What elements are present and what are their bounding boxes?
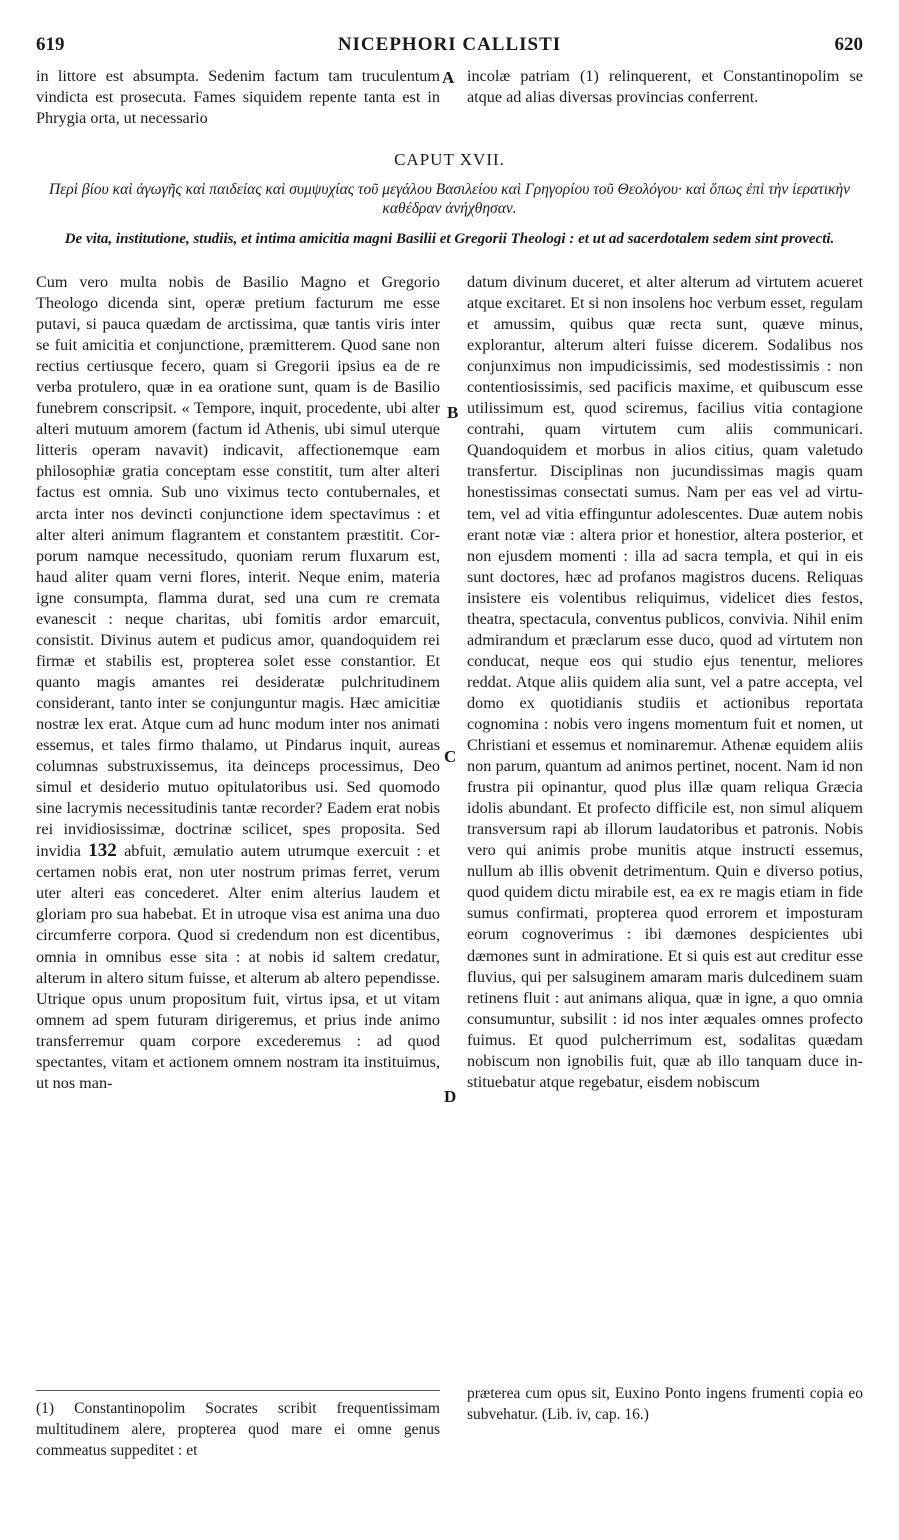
latin-chapter-heading: De vita, institutione, studiis, et intima amicitia magni Basilii et Gregorii Theologi : et ut ad sacerdotalem sedem sint provecti.	[64, 231, 835, 247]
margin-letter-a: A	[442, 68, 455, 87]
top-left-text: in littore est absumpta. Sedenim factum tam truculentum vindicta est prosecuta. Fames siquidem repente tanta est in Phrygia orta, ut necessario	[36, 67, 440, 128]
margin-letter-b: B	[447, 403, 459, 422]
chapter-title: CAPUT XVII.	[394, 150, 505, 169]
body-left-part-1: Cum vero multa nobis de Basilio Magno et Gregorio Theologo dicenda sint, operæ pretium facturum me esse putavi, si pauca quædam de arctissima, quæ tantis viris inter se fuit amicitia et conjunctione, præmitterem. Quod sane non rectius certiusque fecero, quam si Gregorii ipsius ea de re verba protulero, quæ in ea oratione sunt, quam is de Basilio funebrem conscripsit. « Tempore, inquit, procedente, ubi alter alteri mutuum amorem (factum id Athenis, ubi simul uterque litteris operam navavit) indicavit, affectionemque eam philosophiæ gratia conceptam esse constitit, tum alter alteri factus est omnia. Sub uno viximus tecto contubernales, et arcta inter nos devincti conjunctione idem spectavimus : et alter alteri animum flagrantem et constantem præstitit. Corporum namque necessitudo, quoniam rerum fluxarum est, haud aliter quam verni flores, interit. Neque enim, materia igne consumpta, flamma durat, sed una cum re cremata evanescit : neque charitas, ubi fomitis ardor emarcuit, consistit. Divinus autem et pudicus amor, quandoquidem rei firmæ et stabilis est, propterea solet esse constantior. Et quanto magis amantes rei desideratæ pulchritudinem considerant, tanto inter se conjunguntur magis. Hæc amicitiæ nostræ lex erat. Atque cum ad hunc modum inter nos animati essemus, et tales firmo thalamo, ut Pindarus inquit, aureas columnas substruxissemus, ita deinceps processimus, Deo simul et desiderio mutuo opitulatoribus usi. Sed quomodo sine lacrymis necessitudinis tantæ recorder? Eadem erat nobis rei invidiosissimæ, doctrinæ scilicet, spes proposita. Sed invidia	[36, 273, 440, 861]
footnote-left: (1) Constantinopolim Socrates scribit frequentissimam multitudinem alere, propterea quod mare ei omne genus commeatus suppeditet : et	[36, 1400, 440, 1459]
body-left-part-2: abfuit, æmulatio autem utrumque exercuit : et certamen nobis erat, non uter nostrum primas ferret, verum uter alteri eas concederet. Alter enim alterius laudem et gloriam pro sua habebat. Et in utroque visa est anima una duo circumferre corpora. Quod si credendum non est dicentibus, omnia in omnibus esse sita : at nobis id saltem credatur, alterum in altero situm fuisse, et alterum ab altero pependisse. Utrique opus unum propositum fuit, virtus ipsa, et ut vitam omnem ad spem futuram dirigeremus, et prius inde animo transferremur quam corpore excederemus : ad quod spectantes, vitam et actionem omnem nostram ita instituimus, ut nos man-	[36, 842, 440, 1092]
running-header	[36, 34, 863, 58]
body-left-text	[36, 272, 440, 1094]
top-right-text: incolæ patriam (1) relinquerent, et Constantinopolim se atque ad alias diversas provincias conferrent.	[467, 67, 863, 107]
top-right-paragraph	[467, 66, 863, 108]
folio-number: 132	[88, 840, 117, 862]
footnote-right: præterea cum opus sit, Euxino Ponto ingens frumenti copia eo subvehatur. (Lib. iv, cap. 16.)	[467, 1385, 863, 1423]
margin-letter-d: D	[444, 1087, 457, 1106]
greek-chapter-heading: Περὶ βίου καὶ ἀγωγῆς καὶ παιδείας καὶ συμψυχίας τοῦ μεγάλου Βασιλείου καὶ Γρηγορίου τοῦ Θεολόγου· καὶ ὅπως ἐπὶ τὴν ἱερατικὴν καθέδραν ἀνήχθησαν.	[48, 181, 851, 217]
left-page-number: 619	[36, 34, 65, 55]
running-title: NICEPHORI CALLISTI	[337, 34, 562, 55]
body-right-column	[467, 272, 863, 1093]
body-left-column	[36, 272, 440, 1094]
top-left-paragraph	[36, 66, 440, 129]
footnote-divider	[36, 1390, 440, 1391]
right-page-number: 620	[834, 34, 863, 55]
margin-letter-c: C	[444, 747, 457, 766]
body-right-text: datum divinum duceret, et alter alterum ad virtutem acueret atque excitaret. Et si non insolens hoc verbum esset, regulam et amussim, quibus quæ recta sunt, quæve minus, explorantur, alterum alteri fuisse dicerem. Sodalibus nos conjunximus non impudicissimis, sed modestissimis : non contentiosissimis, sed pacificis maxime, et quibuscum esse utilissimum est, quod sciremus, facilius vitia contagione contrahi, quam virtutem cum aliis communicari. Quandoquidem et morbus in alios citius, quam valetudo transfertur. Disciplinas non jucundissimas magis quam honestissimas consectati sumus. Nam per eas vel ad virtutem, vel ad vitia effinguntur adolescentes. Duæ autem nobis erant notæ viæ : altera prior et honestior, altera posterior, et non ejusdem momenti : illa ad sacra templa, et qui in eis sunt doctores, hæc ad profanos magistros ducens. Reliquas insistere eis volentibus reliquimus, videlicet dies festos, theatra, spectacula, conventus publicos, convivia. Nihil enim admirandum et præclarum esse duco, quod ad virtutem non conducat, neque eos qui studio ejus tenentur, meliores reddat. Atque aliis quidem alia sunt, vel a patre accepta, vel domo ex quotidianis studiis et actionibus reportata cognomina : nobis vero ingens momentum fuit et nomen, ut Christiani et essemus et nominaremur. Athenæ equidem aliis non parum, quantum ad animos pertinet, nocent. Nam id non frustra pii opinantur, quod plus illæ quam reliqua Græcia idolis abundant. Et profecto difficile est, non simul aliquem transversum rapi ab illorum laudatoribus et patronis. Nobis vero qui animis probe munitis atque instructi essemus, nullum ab illis obvenit detrimentum. Quin e diverso potius, quod quidem dictu mirabile est, ea ex re magis etiam in fide sumus confirmati, propterea quod errorem et imposturam eorum cognoverimus : ibi dæmones despicientes ubi dæmones sunt in admiratione. Et si quis est aut creditur esse fluvius, qui per salsuginem amaram maris dulcedinem suam retinens fluit : aut animans aliqua, quæ in igne, a quo omnia consumuntur, subsilit : id nos inter æquales omnes profecto fuimus. Et quod pulcherrimum est, sodalitas quædam nobiscum non ignobilis fuit, quæ ab illo tanquam duce instituebatur atque regebatur, eisdem nobiscum	[467, 273, 863, 1091]
